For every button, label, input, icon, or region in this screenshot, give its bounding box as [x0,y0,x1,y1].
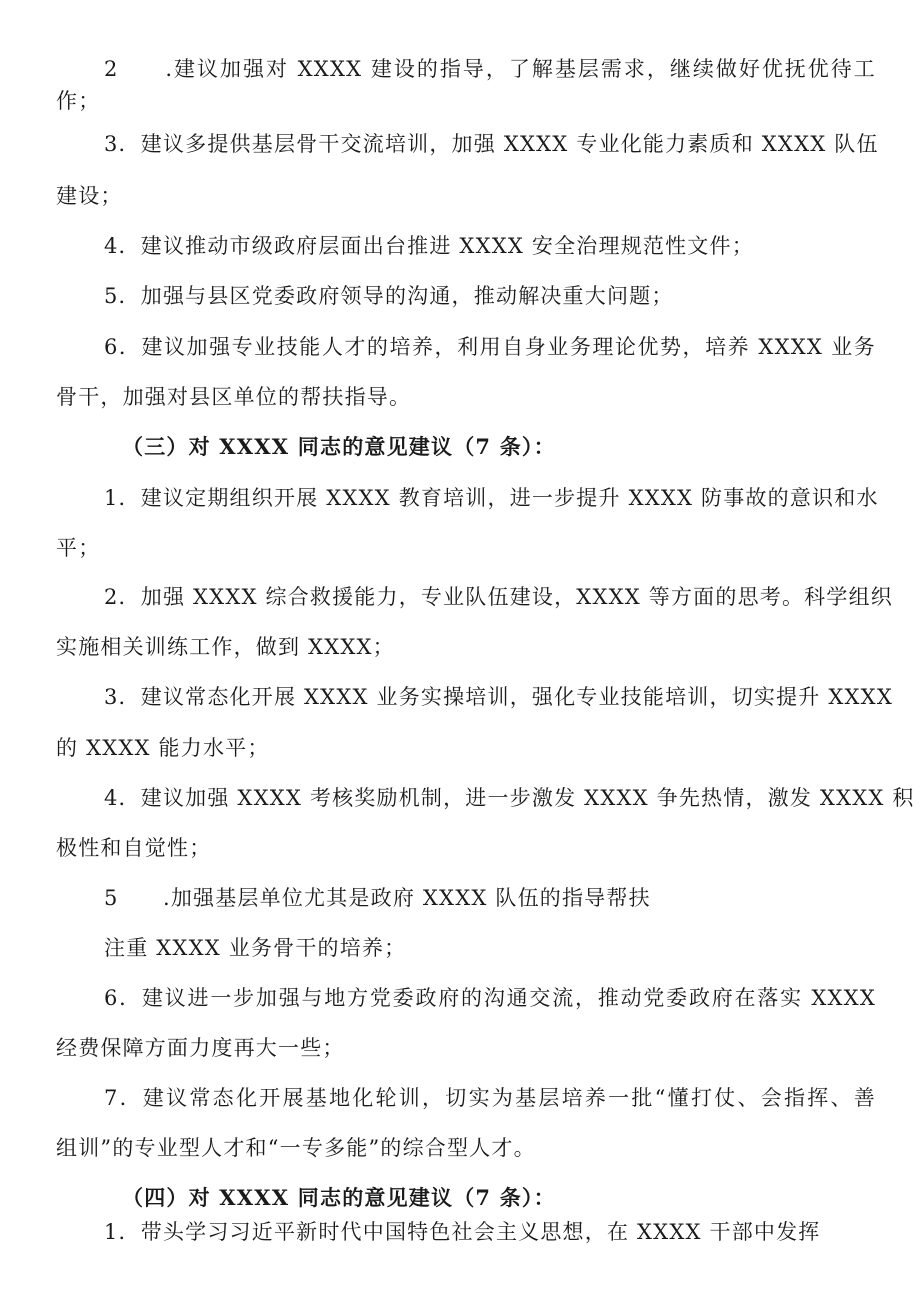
item-3-line-1: 3．建议多提供基层骨干交流培训，加强 XXXX 专业化能力素质和 XXXX 队伍 [104,132,879,156]
item-6-line-1: 6．建议加强专业技能人才的培养，利用自身业务理论优势，培养 XXXX 业务 [104,335,876,359]
section3-item-3-line-2: 的 XXXX 能力水平； [56,736,270,760]
section3-item-7-line-2: 组训”的专业型人才和“一专多能”的综合型人才。 [56,1136,536,1160]
section-heading-3: （三）对 XXXX 同志的意见建议（7 条）： [122,434,556,459]
section3-item-6-line-1: 6．建议进一步加强与地方党委政府的沟通交流，推动党委政府在落实 XXXX [104,986,876,1010]
section3-item-3-line-1: 3．建议常态化开展 XXXX 业务实操培训，强化专业技能培训，切实提升 XXXX [104,685,893,709]
item-6-line-2: 骨干，加强对县区单位的帮扶指导。 [56,385,412,409]
section3-item-5-line-1: 5 .加强基层单位尤其是政府 XXXX 队伍的指导帮扶 [104,886,651,910]
item-5-line-1: 5．加强与县区党委政府领导的沟通，推动解决重大问题； [104,284,674,308]
item-3-line-2: 建设； [56,184,123,208]
section3-item-2-line-1: 2．加强 XXXX 综合救援能力，专业队伍建设，XXXX 等方面的思考。科学组织 [104,585,893,609]
section-heading-4: （四）对 XXXX 同志的意见建议（7 条）： [122,1185,556,1210]
item-4-line-1: 4．建议推动市级政府层面出台推进 XXXX 安全治理规范性文件； [104,234,754,258]
section3-item-1-line-2: 平； [56,536,101,560]
section4-item-1-line-1: 1．带头学习习近平新时代中国特色社会主义思想，在 XXXX 干部中发挥 [104,1220,821,1244]
section3-item-6-line-2: 经费保障方面力度再大一些； [56,1036,345,1060]
section3-item-1-line-1: 1．建议定期组织开展 XXXX 教育培训，进一步提升 XXXX 防事故的意识和水 [104,486,879,510]
item-2-line-1: 2 .建议加强对 XXXX 建设的指导，了解基层需求，继续做好优抚优待工 [104,57,876,81]
section3-item-7-line-1: 7．建议常态化开展基地化轮训，切实为基层培养一批“懂打仗、会指挥、善 [104,1086,876,1110]
section3-item-4-line-2: 极性和自觉性； [56,836,212,860]
section3-item-2-line-2: 实施相关训练工作，做到 XXXX； [56,635,395,659]
section3-item-5-line-2: 注重 XXXX 业务骨干的培养； [104,936,407,960]
section3-item-4-line-1: 4．建议加强 XXXX 考核奖励机制，进一步激发 XXXX 争先热情，激发 XXXX 积 [104,786,915,810]
item-2-line-2: 作； [56,89,101,113]
